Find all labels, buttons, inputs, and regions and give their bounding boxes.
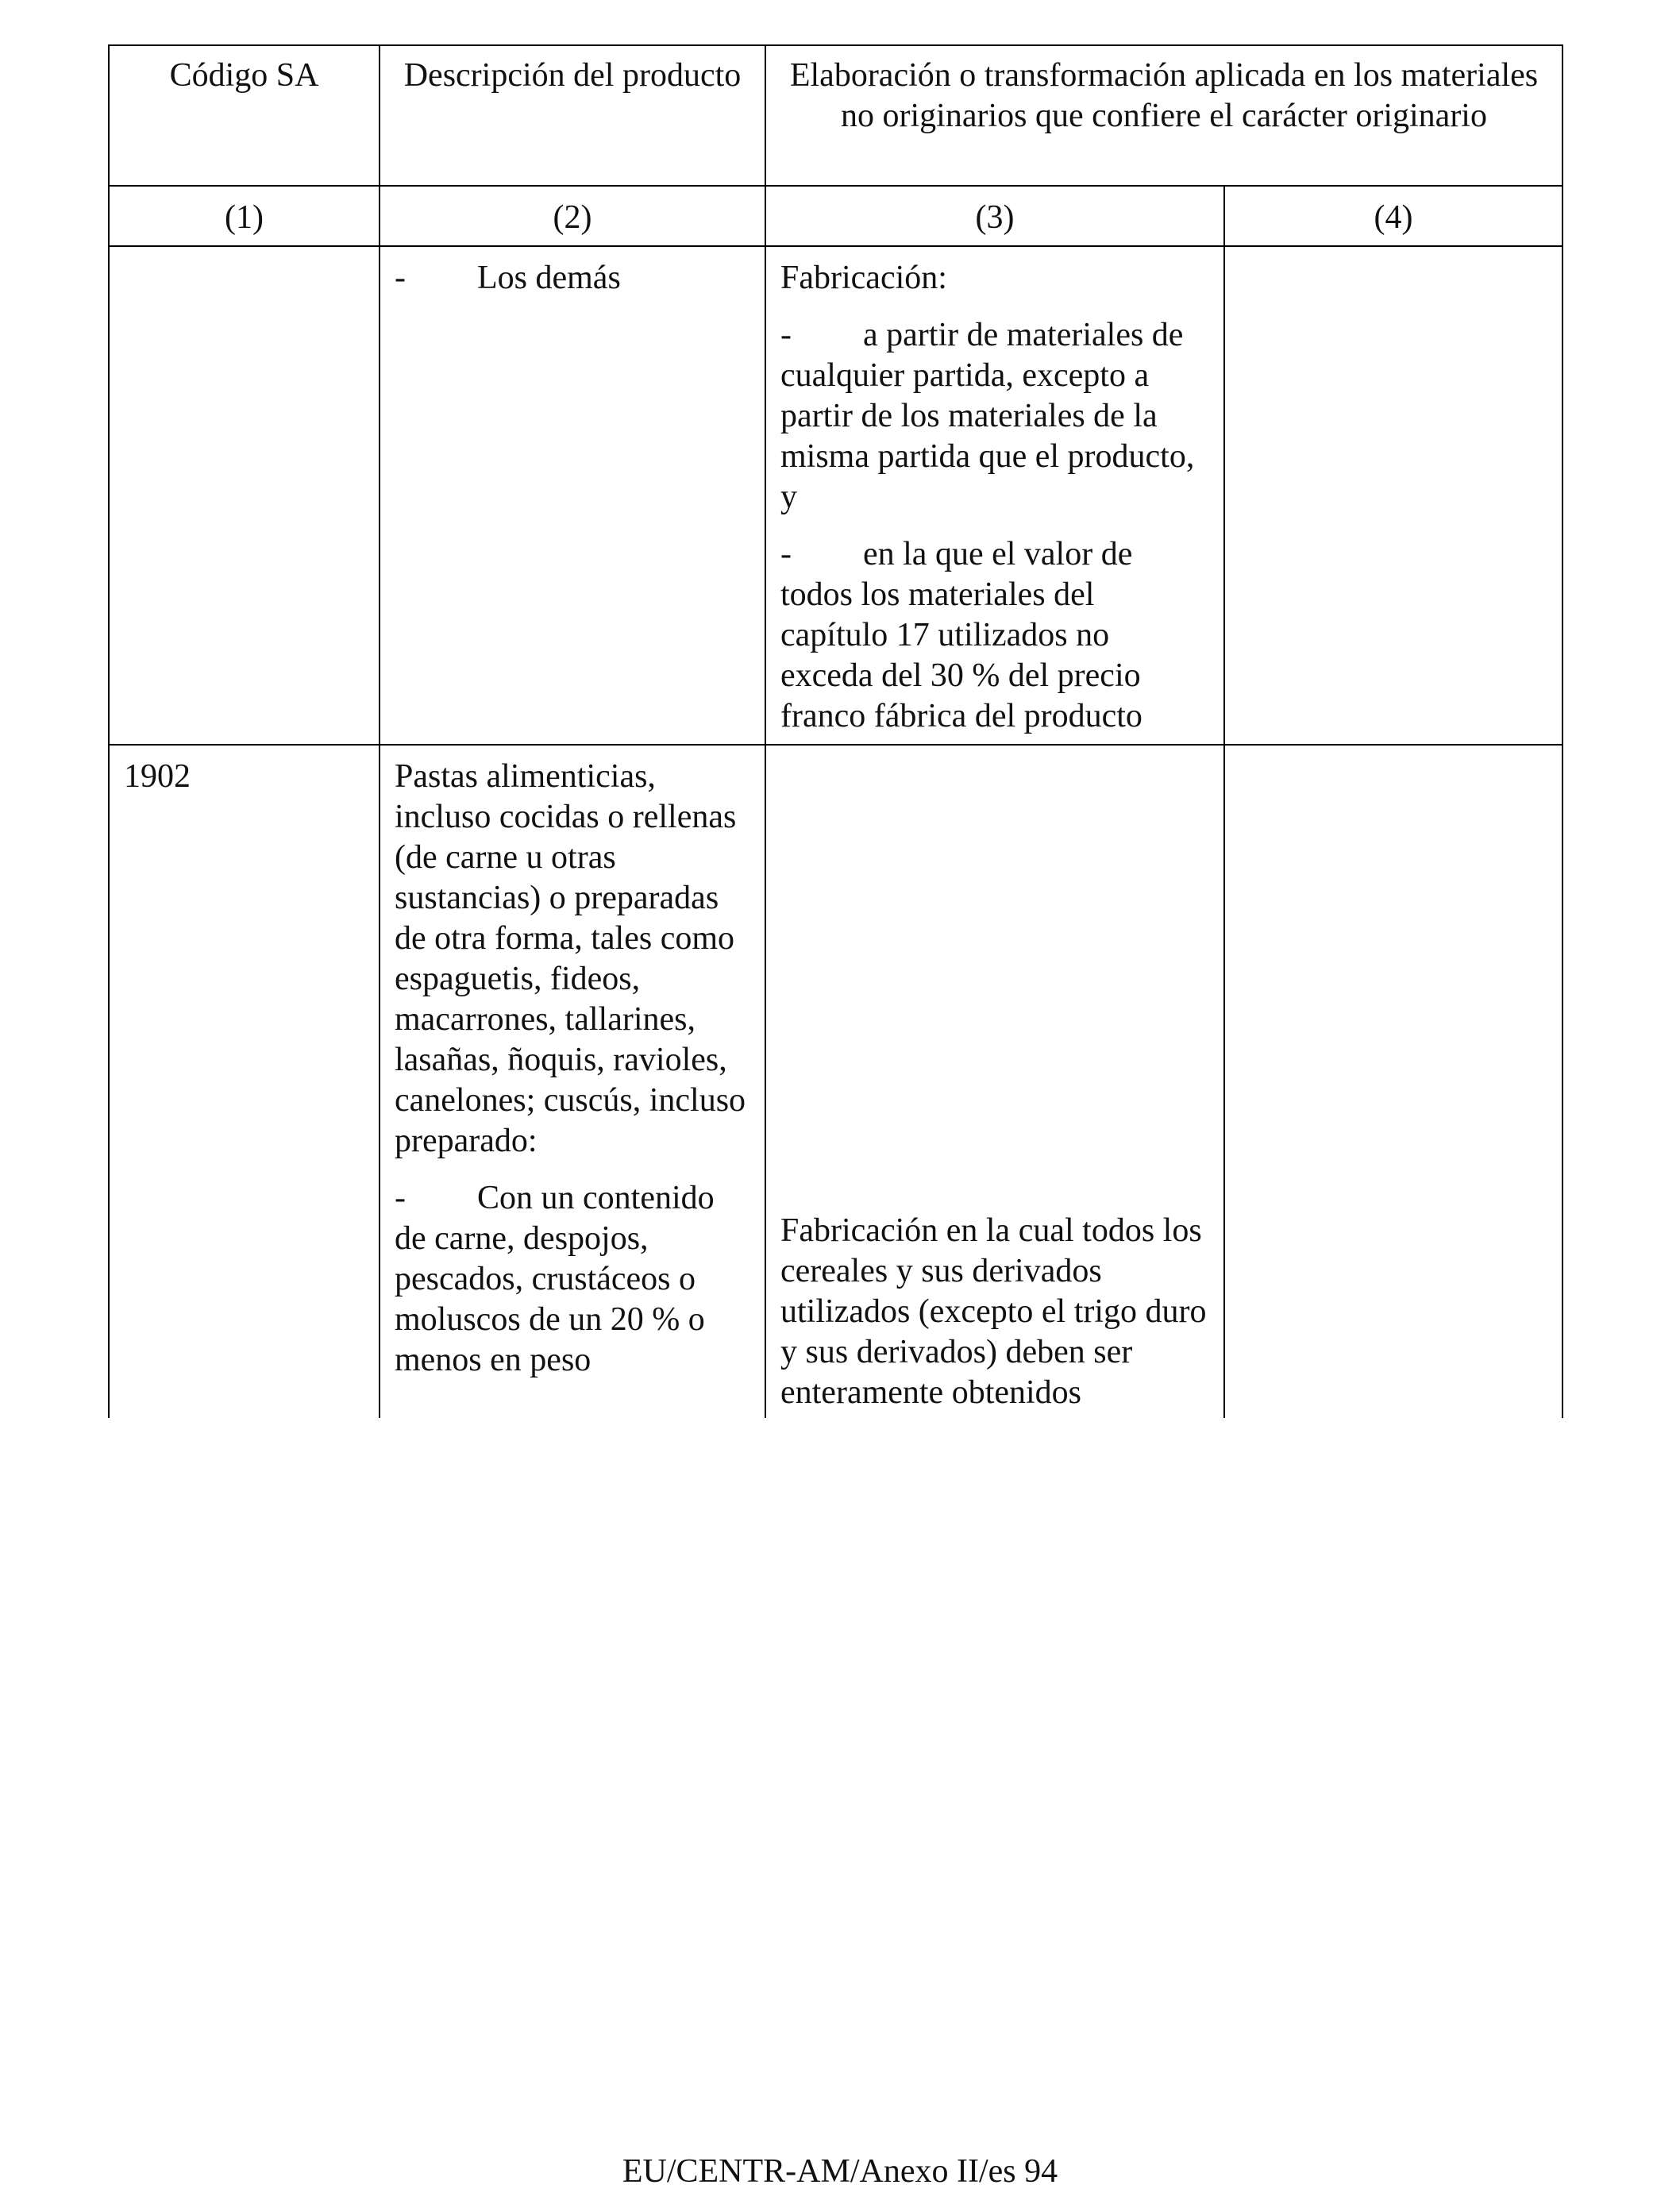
page-footer: EU/CENTR-AM/Anexo II/es 94 <box>622 2153 1058 2190</box>
description-cell <box>380 745 765 1418</box>
table-header-row <box>109 45 1562 186</box>
column-number-1: (1) <box>109 186 380 246</box>
description-text-rest: de carne, despojos, pescados, crustáceos o moluscos de un 20 % o menos en peso <box>395 1220 705 1378</box>
description-dash-item <box>395 1178 750 1381</box>
rule-cell <box>765 745 1224 1418</box>
rule-item-text-rest: cualquier partida, excepto a partir de los materiales de la misma partida que el producto, y <box>780 357 1195 515</box>
table-row <box>109 745 1562 1418</box>
rule-item-text-start: a partir de materiales de <box>863 317 1184 353</box>
list-dash: - <box>395 1180 406 1216</box>
description-text-start: Con un contenido <box>477 1180 715 1216</box>
list-dash: - <box>780 317 792 353</box>
list-dash: - <box>395 260 406 296</box>
description-text: Los demás <box>477 260 621 296</box>
column-number-4: (4) <box>1224 186 1562 246</box>
header-working-processing: Elaboración o transformación aplicada en los materiales no originarios que confiere el carácter originario <box>765 45 1562 186</box>
description-dash-item <box>395 258 750 299</box>
column-number-3: (3) <box>765 186 1224 246</box>
column-number-2: (2) <box>380 186 765 246</box>
rule-spacer <box>780 757 1209 1211</box>
hs-code-cell <box>109 246 380 745</box>
header-product-description: Descripción del producto <box>380 45 765 186</box>
origin-rules-table <box>108 44 1563 1418</box>
rule-item <box>780 315 1209 518</box>
table-row <box>109 246 1562 745</box>
column-4-cell <box>1224 745 1562 1418</box>
rule-item <box>780 534 1209 737</box>
rule-item-text-rest: todos los materiales del capítulo 17 utilizados no exceda del 30 % del precio franco fábrica del producto <box>780 576 1142 734</box>
header-hs-code: Código SA <box>109 45 380 186</box>
column-4-cell <box>1224 246 1562 745</box>
table-column-number-row <box>109 186 1562 246</box>
description-text: Pastas alimenticias, incluso cocidas o rellenas (de carne u otras sustancias) o preparadas de otra forma, tales como espaguetis, fideos, macarrones, tallarines, lasañas, ñoquis, ravioles, canelones; cuscús, incluso preparado: <box>395 758 746 1159</box>
hs-code-cell: 1902 <box>109 745 380 1418</box>
description-cell <box>380 246 765 745</box>
rule-intro: Fabricación: <box>780 260 947 296</box>
rule-cell <box>765 246 1224 745</box>
list-dash: - <box>780 536 792 572</box>
rule-item-text-start: en la que el valor de <box>863 536 1133 572</box>
rule-text: Fabricación en la cual todos los cereales y sus derivados utilizados (excepto el trigo duro y sus derivados) deben ser enteramente obtenidos <box>780 1212 1207 1411</box>
